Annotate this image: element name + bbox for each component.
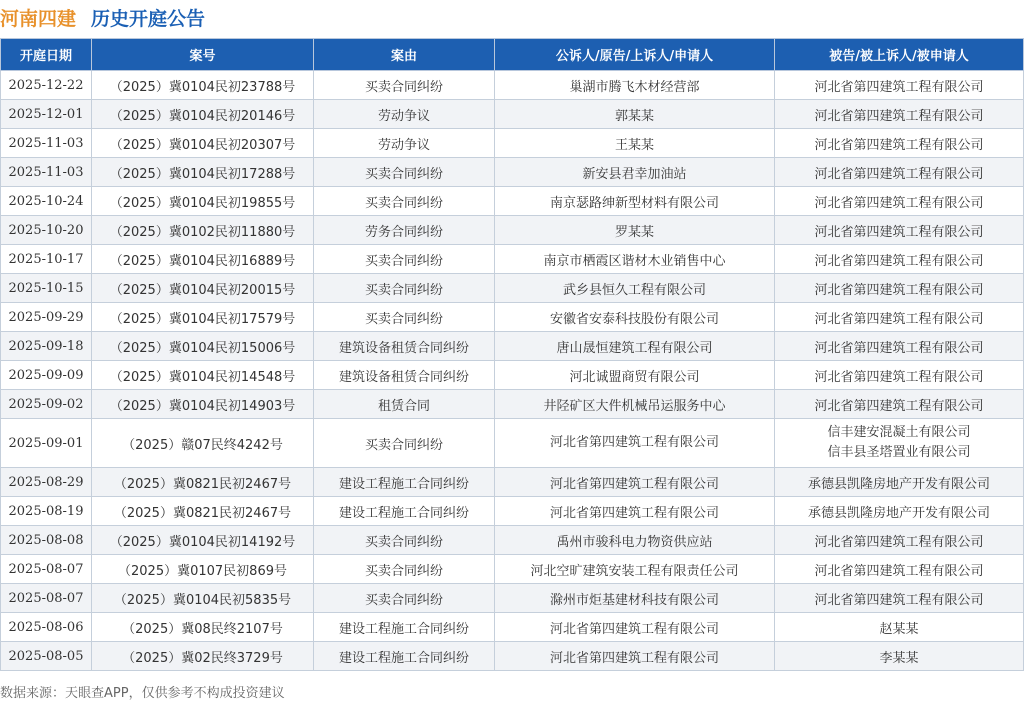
plaintiff-party: 南京市栖霞区谐材木业销售中心	[543, 253, 726, 269]
cell-cause: 劳动争议	[314, 129, 495, 158]
cell-plaintiff	[495, 71, 775, 100]
plaintiff-party: 河北省第四建筑工程有限公司	[549, 505, 719, 521]
defendant-party: 承德县凯隆房地产开发有限公司	[807, 505, 990, 521]
cell-case-no: （2025）冀0104民初17579号	[92, 303, 314, 332]
cell-plaintiff	[495, 216, 775, 245]
cell-plaintiff	[495, 158, 775, 187]
cell-cause: 买卖合同纠纷	[314, 158, 495, 187]
plaintiff-party: 武乡县恒久工程有限公司	[562, 282, 706, 298]
cell-case-no: （2025）冀0104民初17288号	[92, 158, 314, 187]
col-header-defendant: 被告/被上诉人/被申请人	[775, 39, 1024, 71]
cell-defendant	[775, 555, 1024, 584]
cell-date: 2025-10-20	[1, 216, 92, 245]
cell-cause: 建设工程施工合同纠纷	[314, 497, 495, 526]
cell-defendant	[775, 187, 1024, 216]
table-row	[1, 129, 1024, 158]
cell-cause: 买卖合同纠纷	[314, 555, 495, 584]
plaintiff-party: 河北省第四建筑工程有限公司	[549, 435, 719, 450]
cell-date: 2025-09-18	[1, 332, 92, 361]
cell-case-no: （2025）冀0104民初16889号	[92, 245, 314, 274]
cell-cause: 劳动争议	[314, 100, 495, 129]
cell-case-no: （2025）冀0821民初2467号	[92, 468, 314, 497]
plaintiff-party: 禹州市骏科电力物资供应站	[556, 534, 713, 550]
cell-plaintiff	[495, 129, 775, 158]
defendant-party: 赵某某	[879, 621, 919, 637]
table-row	[1, 303, 1024, 332]
cell-plaintiff	[495, 497, 775, 526]
cell-case-no: （2025）冀0107民初869号	[92, 555, 314, 584]
cell-plaintiff	[495, 468, 775, 497]
cell-plaintiff	[495, 390, 775, 419]
cell-date: 2025-09-02	[1, 390, 92, 419]
defendant-party: 承德县凯隆房地产开发有限公司	[807, 476, 990, 492]
cell-defendant	[775, 332, 1024, 361]
cell-date: 2025-12-01	[1, 100, 92, 129]
cell-plaintiff	[495, 245, 775, 274]
cell-plaintiff	[495, 100, 775, 129]
table-row	[1, 526, 1024, 555]
cell-defendant	[775, 642, 1024, 671]
data-source-note: 数据来源：天眼查APP，仅供参考不构成投资建议	[0, 686, 285, 701]
cell-cause: 建设工程施工合同纠纷	[314, 613, 495, 642]
cell-plaintiff	[495, 642, 775, 671]
table-row	[1, 468, 1024, 497]
plaintiff-party: 滁州市炬基建材科技有限公司	[549, 592, 719, 608]
defendant-party: 河北省第四建筑工程有限公司	[814, 563, 984, 579]
cell-defendant	[775, 216, 1024, 245]
cell-defendant	[775, 361, 1024, 390]
defendant-party: 信丰建安混凝土有限公司	[827, 425, 971, 440]
plaintiff-party: 王某某	[614, 137, 654, 153]
cell-plaintiff	[495, 361, 775, 390]
cell-case-no: （2025）冀0104民初14548号	[92, 361, 314, 390]
cell-case-no: （2025）冀08民终2107号	[92, 613, 314, 642]
table-row	[1, 390, 1024, 419]
company-title: 河南四建	[0, 8, 77, 30]
plaintiff-party: 新安县君幸加油站	[582, 166, 687, 182]
cell-case-no: （2025）赣07民终4242号	[92, 419, 314, 468]
defendant-party: 河北省第四建筑工程有限公司	[814, 534, 984, 550]
defendant-party: 河北省第四建筑工程有限公司	[814, 224, 984, 240]
defendant-party: 河北省第四建筑工程有限公司	[814, 79, 984, 95]
cell-defendant	[775, 303, 1024, 332]
defendant-party: 河北省第四建筑工程有限公司	[814, 253, 984, 269]
table-row	[1, 584, 1024, 613]
defendant-party: 信丰县圣塔置业有限公司	[827, 445, 971, 460]
plaintiff-party: 井陉矿区大件机械吊运服务中心	[543, 398, 726, 414]
plaintiff-party: 河北省第四建筑工程有限公司	[549, 621, 719, 637]
defendant-party: 河北省第四建筑工程有限公司	[814, 311, 984, 327]
cell-cause: 买卖合同纠纷	[314, 71, 495, 100]
table-row	[1, 613, 1024, 642]
cell-cause: 建筑设备租赁合同纠纷	[314, 332, 495, 361]
plaintiff-party: 河北省第四建筑工程有限公司	[549, 476, 719, 492]
cell-plaintiff	[495, 584, 775, 613]
cell-date: 2025-11-03	[1, 129, 92, 158]
cell-defendant	[775, 129, 1024, 158]
defendant-party: 河北省第四建筑工程有限公司	[814, 108, 984, 124]
table-body	[1, 71, 1024, 671]
plaintiff-party: 河北省第四建筑工程有限公司	[549, 650, 719, 666]
cell-defendant	[775, 100, 1024, 129]
cell-case-no: （2025）冀0104民初15006号	[92, 332, 314, 361]
table-row	[1, 71, 1024, 100]
cell-date: 2025-08-19	[1, 497, 92, 526]
cell-defendant	[775, 158, 1024, 187]
table-row	[1, 274, 1024, 303]
cell-date: 2025-09-09	[1, 361, 92, 390]
cell-plaintiff	[495, 555, 775, 584]
cell-defendant	[775, 497, 1024, 526]
plaintiff-party: 罗某某	[614, 224, 654, 240]
defendant-party: 河北省第四建筑工程有限公司	[814, 340, 984, 356]
cell-cause: 劳务合同纠纷	[314, 216, 495, 245]
cell-defendant	[775, 584, 1024, 613]
cell-cause: 买卖合同纠纷	[314, 274, 495, 303]
cell-case-no: （2025）冀0104民初23788号	[92, 71, 314, 100]
cell-case-no: （2025）冀0104民初20015号	[92, 274, 314, 303]
defendant-party: 李某某	[879, 650, 919, 666]
cell-plaintiff	[495, 187, 775, 216]
table-row	[1, 245, 1024, 274]
cell-date: 2025-08-29	[1, 468, 92, 497]
cell-date: 2025-09-01	[1, 419, 92, 468]
table-header-row	[1, 39, 1024, 71]
cell-defendant	[775, 468, 1024, 497]
defendant-party: 河北省第四建筑工程有限公司	[814, 398, 984, 414]
plaintiff-party: 安徽省安泰科技股份有限公司	[549, 311, 719, 327]
table-row	[1, 642, 1024, 671]
cell-date: 2025-09-29	[1, 303, 92, 332]
col-header-cause: 案由	[314, 39, 495, 71]
cell-defendant	[775, 71, 1024, 100]
cell-plaintiff	[495, 274, 775, 303]
plaintiff-party: 河北诚盟商贸有限公司	[569, 369, 700, 385]
cell-cause: 买卖合同纠纷	[314, 584, 495, 613]
cell-defendant	[775, 613, 1024, 642]
defendant-party: 河北省第四建筑工程有限公司	[814, 282, 984, 298]
defendant-party: 河北省第四建筑工程有限公司	[814, 166, 984, 182]
cell-date: 2025-10-17	[1, 245, 92, 274]
cell-date: 2025-08-08	[1, 526, 92, 555]
cell-date: 2025-10-24	[1, 187, 92, 216]
cell-cause: 租赁合同	[314, 390, 495, 419]
defendant-party: 河北省第四建筑工程有限公司	[814, 369, 984, 385]
cell-plaintiff	[495, 332, 775, 361]
title-bar	[0, 0, 1024, 34]
plaintiff-party: 郭某某	[614, 108, 654, 124]
cell-plaintiff	[495, 303, 775, 332]
cell-case-no: （2025）冀0102民初11880号	[92, 216, 314, 245]
table-row	[1, 555, 1024, 584]
cell-case-no: （2025）冀0104民初14903号	[92, 390, 314, 419]
table-row	[1, 158, 1024, 187]
cell-cause: 买卖合同纠纷	[314, 419, 495, 468]
plaintiff-party: 唐山晟恒建筑工程有限公司	[556, 340, 713, 356]
cell-plaintiff	[495, 613, 775, 642]
defendant-party: 河北省第四建筑工程有限公司	[814, 137, 984, 153]
table-row	[1, 361, 1024, 390]
cell-case-no: （2025）冀0821民初2467号	[92, 497, 314, 526]
table-row	[1, 497, 1024, 526]
plaintiff-party: 巢湖市腾飞木材经营部	[569, 79, 700, 95]
cell-cause: 建设工程施工合同纠纷	[314, 642, 495, 671]
cell-plaintiff	[495, 526, 775, 555]
cell-case-no: （2025）冀0104民初20307号	[92, 129, 314, 158]
cell-case-no: （2025）冀0104民初20146号	[92, 100, 314, 129]
cell-date: 2025-08-06	[1, 613, 92, 642]
cell-cause: 建筑设备租赁合同纠纷	[314, 361, 495, 390]
defendant-party: 河北省第四建筑工程有限公司	[814, 592, 984, 608]
cell-cause: 买卖合同纠纷	[314, 187, 495, 216]
plaintiff-party: 南京瑟路绅新型材料有限公司	[549, 195, 719, 211]
cell-date: 2025-10-15	[1, 274, 92, 303]
cell-plaintiff	[495, 419, 775, 468]
cell-cause: 买卖合同纠纷	[314, 245, 495, 274]
table-row	[1, 419, 1024, 468]
table-row	[1, 332, 1024, 361]
cell-date: 2025-11-03	[1, 158, 92, 187]
cell-cause: 买卖合同纠纷	[314, 526, 495, 555]
section-title: 历史开庭公告	[91, 8, 206, 30]
cell-cause: 买卖合同纠纷	[314, 303, 495, 332]
cell-case-no: （2025）冀0104民初5835号	[92, 584, 314, 613]
cell-date: 2025-08-07	[1, 584, 92, 613]
cell-defendant	[775, 526, 1024, 555]
cell-date: 2025-08-05	[1, 642, 92, 671]
cell-case-no: （2025）冀02民终3729号	[92, 642, 314, 671]
col-header-case-no: 案号	[92, 39, 314, 71]
defendant-party: 河北省第四建筑工程有限公司	[814, 195, 984, 211]
table-row	[1, 187, 1024, 216]
col-header-plaintiff: 公诉人/原告/上诉人/申请人	[495, 39, 775, 71]
cell-defendant	[775, 390, 1024, 419]
cell-defendant	[775, 274, 1024, 303]
col-header-date: 开庭日期	[1, 39, 92, 71]
cell-date: 2025-08-07	[1, 555, 92, 584]
plaintiff-party: 河北空旷建筑安装工程有限责任公司	[530, 563, 739, 579]
table-row	[1, 100, 1024, 129]
hearing-announcements-table	[0, 38, 1024, 671]
cell-defendant	[775, 419, 1024, 468]
cell-date: 2025-12-22	[1, 71, 92, 100]
cell-defendant	[775, 245, 1024, 274]
cell-case-no: （2025）冀0104民初19855号	[92, 187, 314, 216]
cell-cause: 建设工程施工合同纠纷	[314, 468, 495, 497]
cell-case-no: （2025）冀0104民初14192号	[92, 526, 314, 555]
table-row	[1, 216, 1024, 245]
